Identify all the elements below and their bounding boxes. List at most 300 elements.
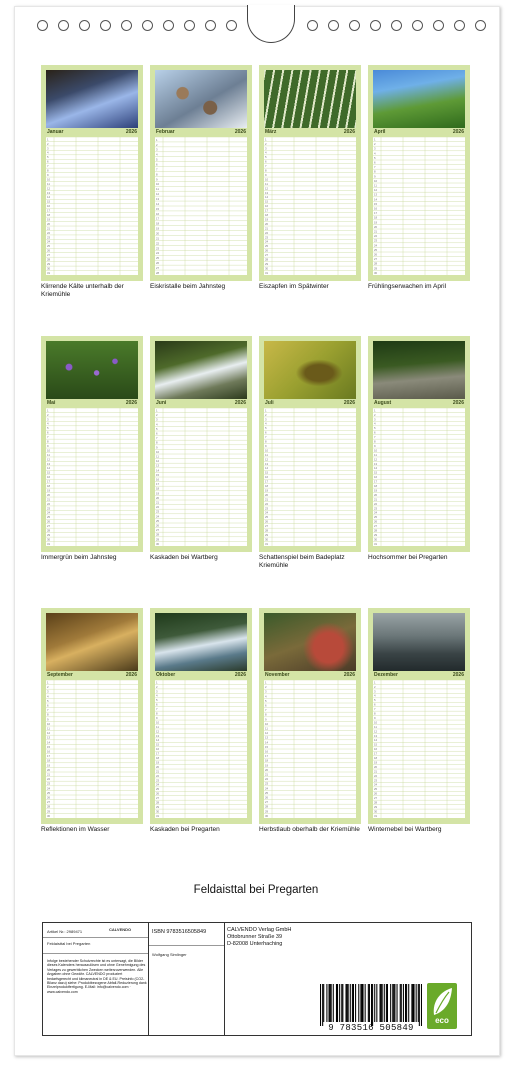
svg-text:12: 12: [265, 731, 269, 736]
svg-text:13: 13: [47, 735, 51, 740]
svg-text:30: 30: [156, 541, 160, 546]
svg-text:24: 24: [47, 239, 51, 244]
svg-text:3: 3: [47, 689, 49, 694]
month-photo: [155, 341, 247, 399]
svg-text:26: 26: [374, 252, 378, 257]
isbn-barcode: [320, 984, 422, 1026]
svg-text:2: 2: [265, 685, 267, 690]
svg-text:27: 27: [47, 800, 51, 805]
month-year: 2026: [452, 672, 464, 678]
svg-text:15: 15: [374, 201, 378, 206]
month-caption: Winternebel bei Wartberg: [368, 826, 442, 833]
hanger-cutout: [247, 5, 295, 43]
info-column-publisher: [225, 923, 305, 1035]
svg-text:2: 2: [47, 685, 49, 690]
svg-text:31: 31: [156, 813, 160, 818]
svg-text:19: 19: [374, 488, 378, 493]
svg-text:7: 7: [156, 436, 158, 441]
svg-text:16: 16: [265, 475, 269, 480]
svg-text:29: 29: [265, 262, 269, 266]
svg-text:19: 19: [265, 763, 269, 768]
svg-text:19: 19: [265, 488, 269, 493]
binding-hole: [79, 20, 90, 31]
svg-text:8: 8: [265, 168, 267, 173]
svg-text:11: 11: [47, 726, 50, 731]
svg-text:2: 2: [47, 141, 49, 146]
publisher-name: CALVENDO Verlag GmbH: [227, 927, 292, 933]
svg-text:28: 28: [265, 804, 269, 809]
month-header: [46, 128, 138, 136]
day-grid: [264, 680, 356, 818]
svg-text:6: 6: [374, 430, 376, 435]
svg-text:13: 13: [374, 461, 378, 466]
author: Wolfgang Simlinger: [152, 952, 187, 957]
svg-text:24: 24: [156, 782, 160, 787]
calendar-title: Feldaisttal bei Pregarten: [193, 884, 319, 896]
svg-text:5: 5: [156, 157, 158, 162]
svg-text:20: 20: [47, 221, 51, 226]
svg-text:31: 31: [47, 270, 51, 275]
month-caption: Herbstlaub oberhalb der Kriemühle: [259, 826, 360, 833]
svg-text:5: 5: [374, 426, 376, 431]
svg-text:14: 14: [156, 201, 160, 206]
svg-text:20: 20: [265, 767, 269, 772]
svg-text:17: 17: [47, 208, 51, 213]
svg-text:2: 2: [265, 412, 267, 417]
svg-text:1: 1: [265, 137, 267, 142]
legal-notice: Infolge bestehender Schutzrechte ist es untersagt, die Bilder dieses Kalenders herauszulösen und ohne Genehmigung des Verlages zu gewerblichen Zwecken weiterzuverwenden. Alle Angaben ohne Gewähr. CALVENDO produziert bedarfsgerecht und klimaneutral in DE & EU. Preisinfo (CO2-Bilanz dazu) siehe: Produktbezogene Abfall-Reduzierung dank Einzelproduktfertigung. E-Mail: info@calvendo.com · www.calvendo.com: [47, 959, 147, 994]
svg-text:11: 11: [374, 724, 377, 729]
binding-hole: [349, 20, 360, 31]
month-year: 2026: [234, 672, 246, 678]
svg-text:13: 13: [265, 735, 269, 740]
svg-text:9: 9: [156, 715, 158, 720]
month-year: 2026: [234, 129, 246, 135]
svg-text:13: 13: [47, 190, 51, 195]
svg-text:17: 17: [156, 216, 160, 221]
svg-text:4: 4: [265, 421, 267, 426]
product-title-small: Feldaisttal bei Pregarten: [47, 941, 91, 946]
svg-text:30: 30: [374, 270, 378, 275]
svg-text:31: 31: [374, 813, 378, 818]
svg-text:5: 5: [265, 155, 267, 160]
svg-text:12: 12: [47, 731, 51, 736]
svg-text:10: 10: [156, 182, 160, 187]
svg-text:20: 20: [374, 492, 378, 497]
svg-text:1: 1: [47, 680, 49, 685]
svg-text:30: 30: [265, 813, 269, 818]
month-caption: Immergrün beim Jahnsteg: [41, 554, 117, 561]
svg-text:24: 24: [374, 243, 378, 248]
month-card-dezember: [368, 608, 470, 824]
svg-text:16: 16: [374, 206, 378, 211]
svg-text:13: 13: [156, 733, 160, 738]
svg-text:1: 1: [265, 680, 267, 685]
svg-text:21: 21: [265, 497, 269, 502]
svg-text:18: 18: [156, 486, 160, 491]
binding-hole: [100, 20, 111, 31]
svg-text:19: 19: [374, 760, 378, 765]
svg-text:24: 24: [374, 782, 378, 787]
svg-text:2: 2: [156, 413, 158, 418]
svg-text:22: 22: [374, 234, 378, 239]
svg-text:3: 3: [265, 146, 267, 151]
month-caption: Reflektionen im Wasser: [41, 826, 110, 833]
svg-text:14: 14: [47, 740, 51, 745]
month-photo: [46, 70, 138, 128]
binding-hole: [121, 20, 132, 31]
svg-text:26: 26: [374, 791, 378, 796]
svg-text:5: 5: [374, 155, 376, 160]
svg-text:24: 24: [265, 510, 269, 515]
svg-text:15: 15: [265, 199, 269, 204]
svg-text:11: 11: [374, 183, 377, 188]
svg-text:17: 17: [374, 211, 378, 216]
svg-text:16: 16: [265, 204, 269, 209]
svg-text:26: 26: [156, 791, 160, 796]
svg-text:22: 22: [156, 505, 160, 510]
svg-text:18: 18: [265, 213, 269, 218]
svg-text:25: 25: [374, 247, 378, 252]
eco-badge: [427, 983, 457, 1029]
svg-text:7: 7: [156, 167, 158, 172]
svg-text:20: 20: [47, 492, 51, 497]
svg-text:28: 28: [47, 257, 51, 262]
month-card-januar: [41, 65, 143, 281]
svg-text:6: 6: [156, 431, 158, 436]
svg-text:15: 15: [47, 470, 51, 475]
svg-text:27: 27: [374, 257, 378, 262]
svg-text:23: 23: [374, 238, 378, 243]
svg-text:5: 5: [47, 426, 49, 431]
svg-text:18: 18: [374, 484, 378, 489]
svg-text:26: 26: [156, 523, 160, 528]
svg-text:25: 25: [47, 790, 51, 795]
month-header: [373, 399, 465, 407]
svg-text:16: 16: [47, 204, 51, 209]
svg-text:8: 8: [374, 439, 376, 444]
svg-text:25: 25: [374, 515, 378, 520]
svg-text:2: 2: [47, 412, 49, 417]
binding-hole: [328, 20, 339, 31]
svg-text:16: 16: [47, 749, 51, 754]
svg-text:20: 20: [156, 231, 160, 236]
svg-text:26: 26: [156, 261, 160, 266]
svg-text:30: 30: [47, 266, 51, 271]
svg-text:23: 23: [47, 781, 51, 786]
svg-text:24: 24: [47, 510, 51, 515]
day-grid: [46, 680, 138, 818]
svg-text:17: 17: [374, 751, 378, 756]
svg-text:17: 17: [156, 751, 160, 756]
svg-text:26: 26: [47, 519, 51, 524]
svg-text:25: 25: [47, 244, 51, 249]
svg-text:1: 1: [156, 137, 158, 142]
svg-text:12: 12: [47, 186, 51, 191]
svg-text:3: 3: [265, 689, 267, 694]
month-year: 2026: [125, 672, 137, 678]
binding-hole: [37, 20, 48, 31]
svg-text:3: 3: [374, 689, 376, 694]
svg-text:19: 19: [156, 760, 160, 765]
svg-text:23: 23: [374, 506, 378, 511]
svg-text:18: 18: [156, 221, 160, 226]
svg-text:8: 8: [265, 712, 267, 717]
svg-text:4: 4: [47, 150, 49, 155]
svg-text:16: 16: [265, 749, 269, 754]
svg-text:22: 22: [47, 501, 51, 506]
binding-hole: [58, 20, 69, 31]
svg-text:28: 28: [156, 270, 160, 275]
svg-text:20: 20: [374, 224, 378, 229]
svg-text:19: 19: [374, 220, 378, 225]
svg-text:3: 3: [156, 417, 158, 422]
svg-text:25: 25: [156, 256, 160, 261]
month-year: 2026: [343, 400, 355, 406]
month-header: [155, 671, 247, 679]
svg-text:28: 28: [156, 532, 160, 537]
svg-text:19: 19: [265, 217, 269, 222]
svg-text:12: 12: [156, 192, 160, 197]
svg-text:29: 29: [47, 533, 51, 537]
svg-text:20: 20: [47, 767, 51, 772]
svg-text:12: 12: [156, 459, 160, 464]
svg-text:1: 1: [156, 680, 158, 685]
svg-text:21: 21: [374, 769, 378, 774]
month-photo: [264, 70, 356, 128]
month-name: Mai: [47, 400, 56, 406]
svg-text:25: 25: [47, 515, 51, 520]
svg-text:23: 23: [265, 235, 269, 240]
svg-text:5: 5: [265, 426, 267, 431]
svg-text:6: 6: [374, 702, 376, 707]
svg-text:29: 29: [156, 537, 160, 542]
svg-text:15: 15: [156, 472, 160, 477]
svg-text:24: 24: [265, 239, 269, 244]
month-photo: [373, 70, 465, 128]
svg-text:27: 27: [374, 796, 378, 801]
month-header: [264, 399, 356, 407]
svg-text:18: 18: [47, 213, 51, 218]
svg-text:6: 6: [374, 160, 376, 165]
svg-text:23: 23: [156, 246, 160, 251]
month-card-oktober: [150, 608, 252, 824]
svg-text:9: 9: [374, 174, 376, 179]
svg-text:29: 29: [265, 533, 269, 537]
isbn: ISBN 9783516505849: [152, 929, 207, 935]
svg-text:13: 13: [47, 461, 51, 466]
month-header: [46, 671, 138, 679]
svg-text:5: 5: [156, 698, 158, 703]
binding-hole: [226, 20, 237, 31]
svg-text:20: 20: [374, 764, 378, 769]
svg-text:10: 10: [265, 448, 269, 453]
svg-text:27: 27: [156, 265, 160, 270]
svg-text:25: 25: [374, 787, 378, 792]
svg-text:14: 14: [47, 466, 51, 471]
binding-hole: [370, 20, 381, 31]
svg-text:18: 18: [374, 756, 378, 761]
svg-text:6: 6: [47, 703, 49, 708]
svg-text:16: 16: [156, 477, 160, 482]
svg-text:19: 19: [47, 763, 51, 768]
month-caption: Klirrende Kälte unterhalb der Kriemühle: [41, 283, 124, 298]
svg-text:21: 21: [265, 226, 269, 231]
svg-text:17: 17: [47, 754, 51, 759]
svg-text:7: 7: [156, 707, 158, 712]
svg-text:12: 12: [47, 457, 51, 462]
month-photo: [46, 613, 138, 671]
svg-text:14: 14: [265, 740, 269, 745]
svg-text:27: 27: [47, 253, 51, 258]
month-year: 2026: [125, 129, 137, 135]
svg-text:2: 2: [156, 684, 158, 689]
svg-text:9: 9: [156, 177, 158, 182]
svg-text:6: 6: [156, 702, 158, 707]
svg-text:25: 25: [156, 518, 160, 523]
svg-text:25: 25: [265, 515, 269, 520]
svg-text:20: 20: [265, 221, 269, 226]
svg-text:25: 25: [265, 244, 269, 249]
svg-text:7: 7: [47, 164, 49, 169]
svg-text:10: 10: [156, 720, 160, 725]
svg-text:4: 4: [265, 150, 267, 155]
svg-text:30: 30: [265, 537, 269, 542]
svg-text:21: 21: [156, 500, 160, 505]
svg-text:22: 22: [374, 773, 378, 778]
svg-text:28: 28: [265, 528, 269, 533]
svg-text:27: 27: [374, 524, 378, 529]
month-year: 2026: [452, 400, 464, 406]
svg-text:18: 18: [47, 758, 51, 763]
svg-text:21: 21: [374, 229, 378, 234]
svg-text:4: 4: [156, 422, 158, 427]
month-header: [46, 399, 138, 407]
eco-label: eco: [435, 1016, 449, 1025]
svg-text:26: 26: [265, 519, 269, 524]
month-photo: [155, 613, 247, 671]
svg-text:9: 9: [47, 172, 49, 177]
svg-text:21: 21: [156, 769, 160, 774]
svg-text:12: 12: [265, 186, 269, 191]
svg-text:2: 2: [265, 141, 267, 146]
svg-text:17: 17: [156, 482, 160, 487]
svg-text:16: 16: [374, 475, 378, 480]
svg-text:9: 9: [374, 443, 376, 448]
svg-text:1: 1: [47, 408, 49, 413]
svg-text:8: 8: [265, 439, 267, 444]
svg-text:15: 15: [47, 199, 51, 204]
month-caption: Frühlingserwachen im April: [368, 283, 447, 290]
svg-text:11: 11: [265, 452, 268, 457]
svg-text:30: 30: [374, 537, 378, 542]
svg-text:19: 19: [156, 491, 160, 496]
binding-hole: [454, 20, 465, 31]
svg-text:4: 4: [156, 152, 158, 157]
svg-text:15: 15: [156, 742, 160, 747]
svg-text:8: 8: [47, 439, 49, 444]
svg-text:11: 11: [156, 724, 159, 729]
binding-hole: [142, 20, 153, 31]
svg-text:11: 11: [156, 187, 159, 192]
svg-text:8: 8: [156, 711, 158, 716]
svg-text:15: 15: [265, 470, 269, 475]
svg-text:17: 17: [374, 479, 378, 484]
svg-text:20: 20: [265, 492, 269, 497]
svg-text:8: 8: [47, 168, 49, 173]
svg-text:17: 17: [265, 754, 269, 759]
svg-text:27: 27: [265, 800, 269, 805]
svg-text:10: 10: [47, 177, 51, 182]
svg-text:27: 27: [47, 524, 51, 529]
svg-text:8: 8: [156, 440, 158, 445]
binding-hole: [205, 20, 216, 31]
svg-text:31: 31: [47, 541, 51, 546]
month-header: [155, 128, 247, 136]
month-card-märz: [259, 65, 361, 281]
binding-hole: [307, 20, 318, 31]
svg-text:15: 15: [374, 742, 378, 747]
binding-hole: [433, 20, 444, 31]
svg-text:13: 13: [374, 192, 378, 197]
svg-text:9: 9: [265, 717, 267, 722]
binding-hole: [475, 20, 486, 31]
month-card-april: [368, 65, 470, 281]
svg-text:13: 13: [374, 733, 378, 738]
binding-hole: [163, 20, 174, 31]
svg-text:3: 3: [156, 147, 158, 152]
svg-text:3: 3: [47, 417, 49, 422]
svg-text:10: 10: [156, 449, 160, 454]
calvendo-logo: CALVENDO: [109, 927, 132, 932]
svg-text:4: 4: [47, 421, 49, 426]
svg-text:11: 11: [265, 181, 268, 186]
svg-text:21: 21: [47, 497, 51, 502]
svg-text:13: 13: [156, 196, 160, 201]
svg-text:7: 7: [47, 435, 49, 440]
svg-text:27: 27: [265, 253, 269, 258]
month-name: Oktober: [156, 672, 176, 678]
svg-text:14: 14: [156, 468, 160, 473]
svg-text:22: 22: [47, 230, 51, 235]
svg-text:30: 30: [156, 809, 160, 814]
month-year: 2026: [452, 129, 464, 135]
svg-text:21: 21: [265, 772, 269, 777]
svg-text:24: 24: [265, 786, 269, 791]
svg-text:30: 30: [47, 537, 51, 542]
svg-text:25: 25: [265, 790, 269, 795]
svg-text:7: 7: [265, 435, 267, 440]
svg-text:22: 22: [374, 501, 378, 506]
svg-text:4: 4: [374, 693, 376, 698]
svg-text:17: 17: [265, 479, 269, 484]
svg-text:6: 6: [265, 703, 267, 708]
svg-text:16: 16: [374, 747, 378, 752]
svg-text:26: 26: [265, 248, 269, 253]
svg-text:26: 26: [265, 795, 269, 800]
svg-text:8: 8: [156, 172, 158, 177]
svg-text:7: 7: [265, 708, 267, 713]
month-year: 2026: [343, 672, 355, 678]
month-year: 2026: [125, 400, 137, 406]
svg-text:9: 9: [47, 717, 49, 722]
svg-text:22: 22: [156, 241, 160, 246]
svg-text:31: 31: [265, 541, 269, 546]
month-caption: Hochsommer bei Pregarten: [368, 554, 448, 561]
svg-text:4: 4: [156, 693, 158, 698]
svg-text:21: 21: [47, 226, 51, 231]
info-column-left: [43, 923, 149, 1035]
